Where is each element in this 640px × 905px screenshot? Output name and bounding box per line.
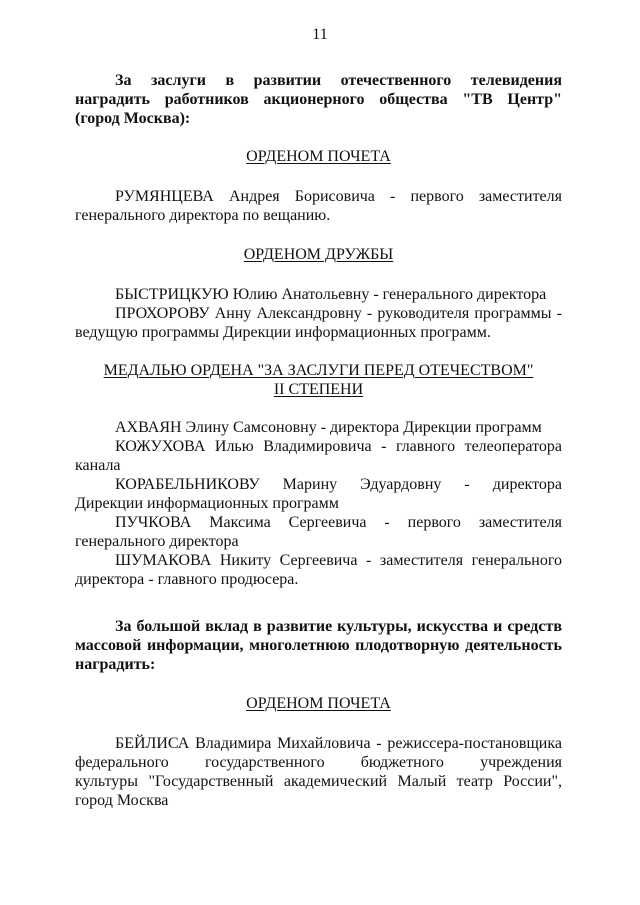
- intro-line: (город Москва):: [75, 110, 191, 127]
- entry-line: БЫСТРИЦКУЮ Юлию Анатольевну - генерального директора: [115, 286, 547, 303]
- award-entry: [75, 551, 562, 589]
- entry-line: генерального директора по вещанию.: [75, 207, 331, 224]
- award-heading: МЕДАЛЬЮ ОРДЕНА "ЗА ЗАСЛУГИ ПЕРЕД ОТЕЧЕСТВОМ": [103, 362, 534, 379]
- intro-line: наградить работников акционерного общества "ТВ Центр": [75, 91, 562, 108]
- entry-line: город Москва: [75, 792, 169, 809]
- intro-line: За заслуги в развитии отечественного телевидения: [115, 72, 562, 89]
- entry-line: федерального государственного бюджетного учреждения: [75, 754, 562, 771]
- entry-line: ПУЧКОВА Максима Сергеевича - первого заместителя: [115, 514, 562, 531]
- entry-line: КОРАБЕЛЬНИКОВУ Марину Эдуардовну - директора: [115, 476, 562, 493]
- award-heading: ОРДЕНОМ ПОЧЕТА: [246, 695, 391, 712]
- entry-line: канала: [75, 457, 121, 474]
- intro-line: массовой информации, многолетнюю плодотворную деятельность: [75, 637, 562, 654]
- entry-line: АХВАЯН Элину Самсоновну - директора Дирекции программ: [115, 419, 542, 436]
- entry-line: БЕЙЛИСА Владимира Михайловича - режиссера-постановщика: [115, 735, 562, 752]
- entry-line: директора - главного продюсера.: [75, 571, 299, 588]
- award-entry: [75, 513, 562, 551]
- entry-line: РУМЯНЦЕВА Андрея Борисовича - первого заместителя: [115, 188, 562, 205]
- document-body: [75, 71, 562, 810]
- entry-line: генерального директора: [75, 533, 239, 550]
- award-heading: ОРДЕНОМ ПОЧЕТА: [246, 148, 391, 165]
- entry-line: Дирекции информационных программ: [75, 495, 339, 512]
- entry-line: культуры "Государственный академический Малый театр России",: [75, 773, 562, 790]
- section-intro: [75, 71, 562, 128]
- section-intro: [75, 617, 562, 674]
- award-entry: [75, 437, 562, 475]
- award-entry: [75, 418, 562, 437]
- award-entry: [75, 475, 562, 513]
- entry-line: ПРОХОРОВУ Анну Александровну - руководителя программы -: [115, 305, 562, 322]
- award-entry: [75, 285, 562, 304]
- intro-line: наградить:: [75, 656, 156, 673]
- intro-line: За большой вклад в развитие культуры, искусства и средств: [115, 618, 562, 635]
- award-entry: [75, 187, 562, 225]
- award-entry: [75, 734, 562, 810]
- award-heading: ОРДЕНОМ ДРУЖБЫ: [243, 246, 394, 263]
- page-number: 11: [312, 26, 328, 43]
- entry-line: ведущую программы Дирекции информационных программ.: [75, 324, 491, 341]
- entry-line: ШУМАКОВА Никиту Сергеевича - заместителя генерального: [115, 552, 562, 569]
- award-heading: II СТЕПЕНИ: [273, 381, 364, 398]
- entry-line: КОЖУХОВА Илью Владимировича - главного телеоператора: [115, 438, 562, 455]
- award-entry: [75, 304, 562, 342]
